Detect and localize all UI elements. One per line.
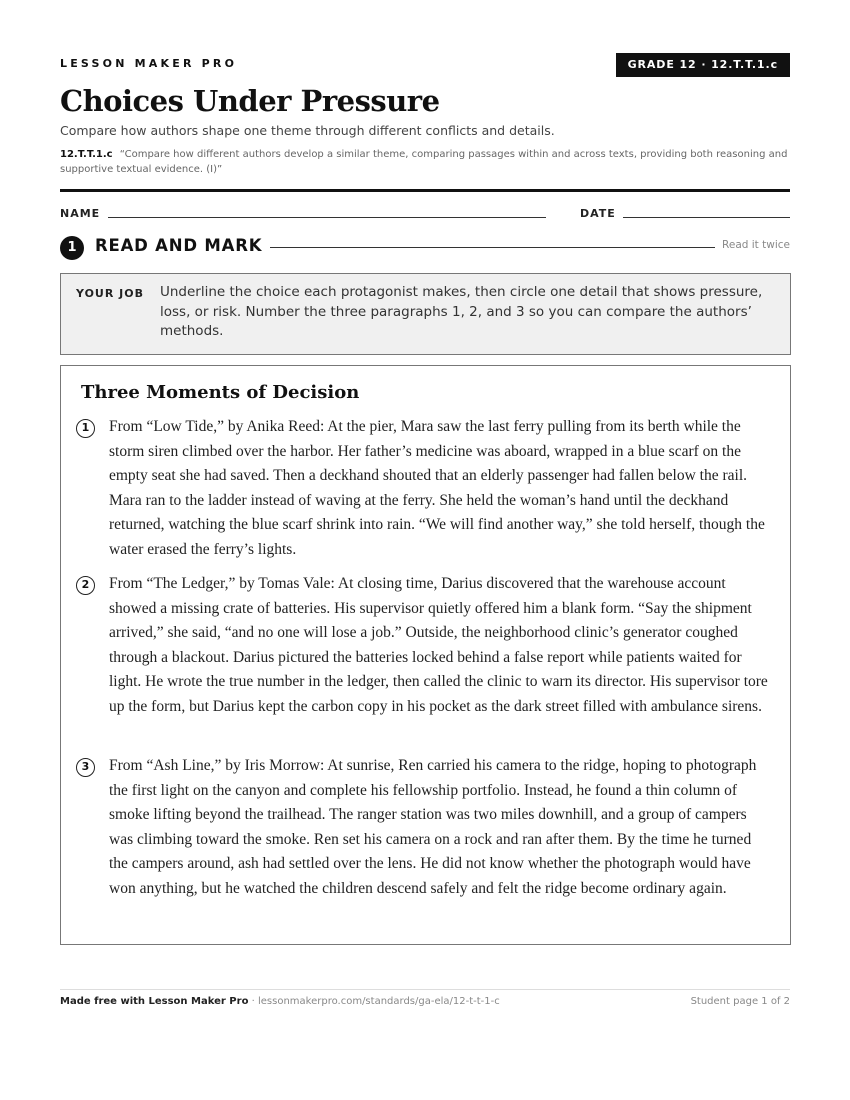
paragraph-number-3: 3 bbox=[76, 758, 95, 777]
passage-box bbox=[60, 365, 791, 945]
paragraph-2: From “The Ledger,” by Tomas Vale: At closing time, Darius discovered that the warehouse account showed a missing crate of batteries. His supervisor quietly offered him a blank form. “Say the shipment arrived,” she said, “and no one will lose a job.” Outside, the neighborhood clinic’s generator coughed through a blackout. Darius pictured the batteries locked behind a false report while patients waited for light. He wrote the true number in the ledger, then called the clinic to warn its director. His supervisor tore up the form, but Darius kept the carbon copy in his pocket as the dark street filled with ambulance sirens. bbox=[109, 575, 768, 715]
page-subtitle: Compare how authors shape one theme through different conflicts and details. bbox=[60, 123, 555, 138]
job-label: YOUR JOB bbox=[76, 287, 144, 300]
date-field[interactable] bbox=[623, 217, 790, 218]
paragraph-1: From “Low Tide,” by Anika Reed: At the pier, Mara saw the last ferry pulling from its berth while the storm siren climbed over the harbor. Her father’s medicine was aboard, wrapped in a blue scarf on the empty seat she had saved. Then a deckhand shouted that an elderly passenger had fallen below the rail. Mara ran to the ladder instead of waving at the ferry. She held the woman’s hand until the deckhand returned, watching the blue scarf shrink into rain. “We will find another way,” she told herself, though the water erased the ferry’s lights. bbox=[109, 418, 765, 558]
standard-code: 12.T.T.1.c bbox=[60, 149, 113, 160]
job-instructions-box bbox=[60, 273, 791, 355]
section-hint: Read it twice bbox=[722, 239, 790, 251]
job-text: Underline the choice each protagonist makes, then circle one detail that shows pressure, loss, or risk. Number the three paragraphs 1, 2, and 3 so you can compare the authors’ methods. bbox=[160, 284, 763, 339]
section-title: READ AND MARK bbox=[95, 236, 263, 255]
section-divider bbox=[270, 247, 715, 248]
page-title: Choices Under Pressure bbox=[60, 84, 440, 118]
name-label: NAME bbox=[60, 207, 101, 220]
standard-description bbox=[60, 147, 795, 177]
name-field[interactable] bbox=[108, 217, 546, 218]
passage-title: Three Moments of Decision bbox=[81, 382, 360, 403]
footer-divider bbox=[60, 989, 790, 990]
footer-credit bbox=[60, 996, 500, 1007]
brand-name: LESSON MAKER PRO bbox=[60, 57, 238, 70]
footer-made-with: Made free with Lesson Maker Pro bbox=[60, 996, 249, 1007]
header-divider bbox=[60, 189, 790, 192]
footer-url[interactable]: · lessonmakerpro.com/standards/ga-ela/12-t-t-1-c bbox=[248, 996, 500, 1007]
standard-text: “Compare how different authors develop a similar theme, comparing passages within and across texts, providing both reasoning and supportive textual evidence. (I)” bbox=[60, 149, 788, 175]
section-number-badge: 1 bbox=[60, 236, 84, 260]
paragraph-number-1: 1 bbox=[76, 419, 95, 438]
grade-badge: GRADE 12 · 12.T.T.1.c bbox=[616, 53, 790, 77]
paragraph-3: From “Ash Line,” by Iris Morrow: At sunrise, Ren carried his camera to the ridge, hoping to photograph the first light on the canyon and complete his fellowship portfolio. Instead, he found a thin column of smoke lifting beyond the trailhead. The ranger station was two miles downhill, and a group of campers was climbing toward the smoke. Ren set his camera on a rock and ran after them. By the time he turned the campers around, ash had settled over the lens. He did not know whether the photograph would have won anything, but he watched the children descend safely and felt the ridge become ordinary again. bbox=[109, 757, 757, 897]
page-number: Student page 1 of 2 bbox=[690, 996, 790, 1007]
date-label: DATE bbox=[580, 207, 616, 220]
paragraph-number-2: 2 bbox=[76, 576, 95, 595]
